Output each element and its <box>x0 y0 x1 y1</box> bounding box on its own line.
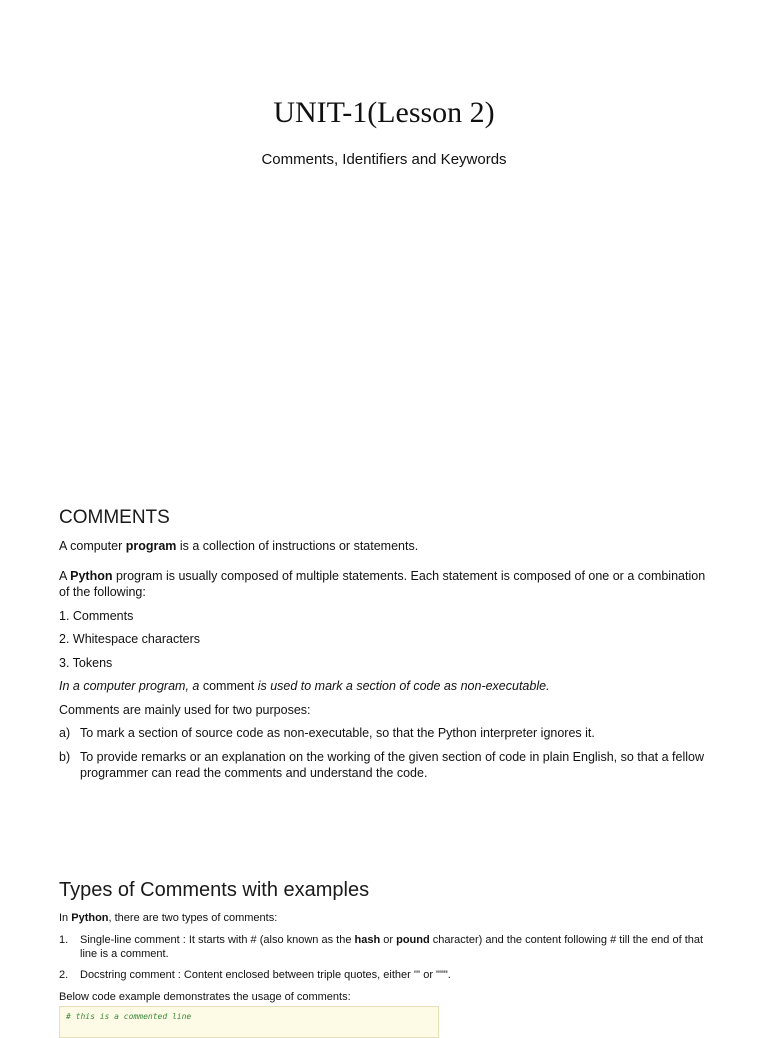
text-run: is a collection of instructions or statements. <box>176 539 419 553</box>
list-item: 2. Whitespace characters <box>59 632 201 646</box>
bold-term: Python <box>70 569 113 583</box>
purpose-text: To provide remarks or an explanation on the working of the given section of code in plain English, so that a fellow programmer can read the comments and understand the code. <box>80 750 704 780</box>
comment-type-text: Docstring comment : Content enclosed between triple quotes, either ''' or """. <box>80 969 451 981</box>
paragraph-code-intro: Below code example demonstrates the usage of comments: <box>59 991 351 1003</box>
bold-term: hash <box>354 934 381 946</box>
code-example-block <box>59 1006 439 1038</box>
text-run: , there are two types of comments: <box>108 912 278 924</box>
types-heading: Types of Comments with examples <box>59 879 370 901</box>
purpose-item-a <box>59 725 709 741</box>
paragraph-purposes-intro: Comments are mainly used for two purposes: <box>59 703 311 717</box>
text-run: character) and the content following # till the end of that line is a comment. <box>80 934 704 960</box>
paragraph-types-intro <box>59 911 709 925</box>
paragraph-program-definition <box>59 538 709 554</box>
comment-type-item-2 <box>59 968 719 982</box>
list-marker: 2. <box>59 969 69 981</box>
text-run: Single-line comment : It starts with # (also known as the <box>80 934 355 946</box>
text-run: In <box>59 912 72 924</box>
paragraph-python-program <box>59 568 709 600</box>
list-marker: 1. <box>59 934 69 946</box>
page-subtitle: Comments, Identifiers and Keywords <box>261 151 507 168</box>
text-run: is used to mark a section of code as non-executable. <box>254 679 550 693</box>
bold-term: Python <box>71 912 109 924</box>
paragraph-comment-definition <box>59 678 709 694</box>
comment-type-item-1 <box>59 933 719 961</box>
text-run: or <box>380 934 397 946</box>
list-item: 1. Comments <box>59 609 134 623</box>
purpose-text: To mark a section of source code as non-executable, so that the Python interpreter ignores it. <box>80 726 595 740</box>
list-marker: a) <box>59 726 71 740</box>
text-run: A <box>59 569 71 583</box>
comment-type-text <box>80 933 719 961</box>
page-title: UNIT-1(Lesson 2) <box>273 96 495 129</box>
list-item: 3. Tokens <box>59 656 113 670</box>
bold-term: program <box>125 539 177 553</box>
code-comment-line: # this is a commented line <box>66 1012 192 1021</box>
text-run: A computer <box>59 539 126 553</box>
purpose-item-b <box>59 749 709 781</box>
text-run: program is usually composed of multiple statements. Each statement is composed of one or a combination of the following: <box>59 569 706 599</box>
list-marker: b) <box>59 750 71 764</box>
bold-term: comment <box>202 679 255 693</box>
bold-term: pound <box>396 934 430 946</box>
comments-heading: COMMENTS <box>59 507 170 528</box>
text-run: In a computer program, a <box>59 679 203 693</box>
